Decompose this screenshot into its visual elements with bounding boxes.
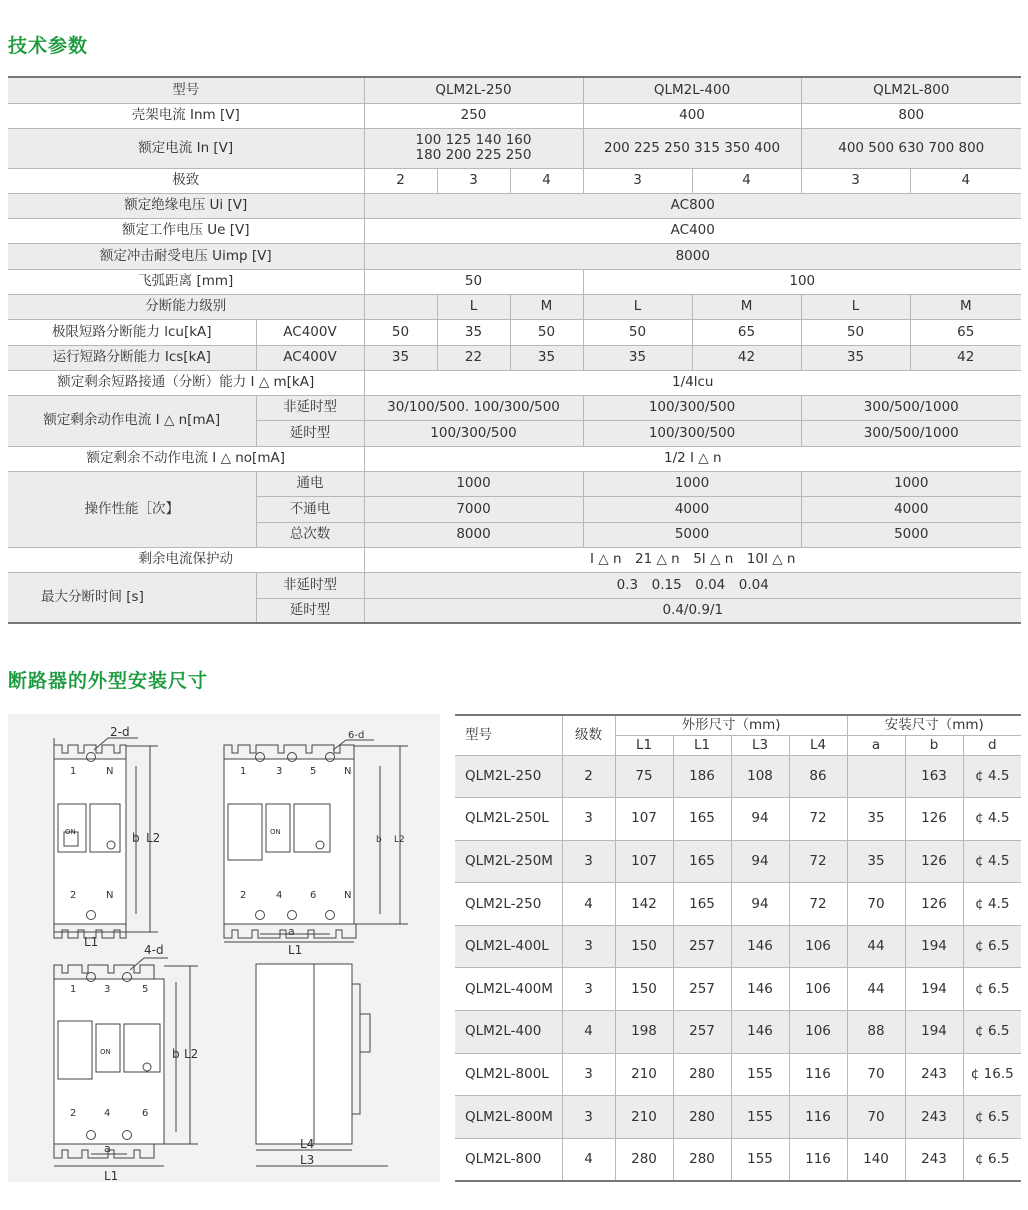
- table-cell: 3: [562, 1096, 615, 1139]
- svg-text:1: 1: [70, 984, 77, 995]
- table-row: [455, 840, 1021, 883]
- table-cell: ¢ 6.5: [963, 1138, 1021, 1181]
- table-cell: 94: [731, 840, 789, 883]
- spec-row-rated: 额定电流 In [V] 100 125 140 160 180 200 225 250 200 225 250 315 350 400 400 500 630 700 800: [8, 128, 1021, 168]
- table-cell: 280: [673, 1138, 731, 1181]
- svg-text:6: 6: [310, 890, 317, 901]
- label-on-c: ON: [100, 1048, 111, 1056]
- table-cell: 155: [731, 1096, 789, 1139]
- table-cell: 44: [847, 968, 905, 1011]
- table-cell: 150: [615, 968, 673, 1011]
- table-cell: 107: [615, 840, 673, 883]
- table-row: [455, 1096, 1021, 1139]
- table-cell: 194: [905, 1011, 963, 1054]
- table-cell: 155: [731, 1053, 789, 1096]
- spec-row-protection: 剩余电流保护动 I △ n 21 △ n 5I △ n 10I △ n: [8, 547, 1021, 572]
- spec-table: [8, 76, 1021, 624]
- table-cell: 165: [673, 883, 731, 926]
- table-cell: 72: [789, 883, 847, 926]
- table-cell: 70: [847, 1096, 905, 1139]
- table-cell: 150: [615, 925, 673, 968]
- svg-text:4: 4: [104, 1108, 111, 1119]
- table-cell: 106: [789, 925, 847, 968]
- spec-row-arc: 飞弧距离 [mm] 50 100: [8, 269, 1021, 294]
- table-cell: 3: [562, 840, 615, 883]
- table-cell: 3: [562, 1053, 615, 1096]
- table-cell: 126: [905, 798, 963, 841]
- spec-row-poles: 极致 2 3 4 3 4 3 4: [8, 168, 1021, 193]
- table-cell: ¢ 4.5: [963, 798, 1021, 841]
- table-cell: 86: [789, 755, 847, 798]
- table-cell: 280: [673, 1096, 731, 1139]
- table-cell: 106: [789, 968, 847, 1011]
- dim-subheader-row: L1 L1 L3 L4 a b d: [455, 735, 1021, 755]
- table-cell: 4: [562, 1011, 615, 1054]
- table-row: [455, 925, 1021, 968]
- table-cell: 243: [905, 1096, 963, 1139]
- table-cell: ¢ 6.5: [963, 1011, 1021, 1054]
- spec-row-model: 型号 QLM2L-250 QLM2L-400 QLM2L-800: [8, 77, 1021, 103]
- table-cell: QLM2L-250L: [455, 798, 562, 841]
- table-cell: 243: [905, 1138, 963, 1181]
- table-cell: 257: [673, 1011, 731, 1054]
- table-cell: 155: [731, 1138, 789, 1181]
- table-cell: 280: [615, 1138, 673, 1181]
- table-row: [455, 883, 1021, 926]
- table-cell: 35: [847, 798, 905, 841]
- spec-row-uimp: 额定冲击耐受电压 Uimp [V] 8000: [8, 243, 1021, 269]
- table-cell: ¢ 4.5: [963, 755, 1021, 798]
- spec-row-residual-op-nondelay: 额定剩余动作电流 I △ n[mA] 非延时型 30/100/500. 100/300/500 100/300/500 300/500/1000: [8, 395, 1021, 420]
- table-cell: 126: [905, 840, 963, 883]
- label-b-b: b: [376, 835, 382, 845]
- spec-row-frame: 壳架电流 Inm [V] 250 400 800: [8, 103, 1021, 128]
- table-cell: 70: [847, 883, 905, 926]
- table-cell: ¢ 6.5: [963, 925, 1021, 968]
- table-cell: 165: [673, 798, 731, 841]
- table-cell: 88: [847, 1011, 905, 1054]
- table-cell: 194: [905, 925, 963, 968]
- spec-row-max-delay: 延时型 0.4/0.9/1: [8, 598, 1021, 623]
- label-on-a: ON: [65, 828, 76, 836]
- spec-row-icu: 极限短路分断能力 lcu[kA] AC400V 50 35 50 50 65 50 65: [8, 319, 1021, 345]
- label-L2-b: L2: [394, 835, 405, 845]
- spec-row-breaking: 分断能力级别 L M L M L M: [8, 294, 1021, 319]
- table-cell: 108: [731, 755, 789, 798]
- table-cell: 116: [789, 1053, 847, 1096]
- table-cell: 4: [562, 1138, 615, 1181]
- dimension-table: [455, 714, 1021, 1182]
- label-on-b: ON: [270, 828, 281, 836]
- breaker-outline-diagram: [8, 714, 440, 1182]
- table-cell: 194: [905, 968, 963, 1011]
- table-cell: 72: [789, 798, 847, 841]
- table-cell: 116: [789, 1096, 847, 1139]
- svg-text:4: 4: [276, 890, 283, 901]
- table-cell: 210: [615, 1096, 673, 1139]
- table-cell: [847, 755, 905, 798]
- svg-text:2: 2: [70, 890, 77, 901]
- label-b-c: b: [172, 1047, 180, 1061]
- table-cell: 106: [789, 1011, 847, 1054]
- table-cell: QLM2L-400: [455, 1011, 562, 1054]
- table-cell: ¢ 4.5: [963, 883, 1021, 926]
- table-cell: 94: [731, 883, 789, 926]
- svg-text:2: 2: [240, 890, 247, 901]
- table-cell: 146: [731, 1011, 789, 1054]
- svg-text:N: N: [106, 890, 114, 901]
- table-cell: 4: [562, 883, 615, 926]
- table-cell: 142: [615, 883, 673, 926]
- table-cell: 72: [789, 840, 847, 883]
- table-cell: QLM2L-250M: [455, 840, 562, 883]
- svg-text:5: 5: [142, 984, 149, 995]
- table-cell: 257: [673, 968, 731, 1011]
- table-cell: 210: [615, 1053, 673, 1096]
- table-cell: QLM2L-400L: [455, 925, 562, 968]
- table-cell: 163: [905, 755, 963, 798]
- spec-row-op-powered: 操作性能［次】 通电 1000 1000 1000: [8, 471, 1021, 496]
- table-cell: QLM2L-400M: [455, 968, 562, 1011]
- label-L2-a: L2: [146, 831, 161, 845]
- label-6d: 6-d: [348, 730, 365, 741]
- table-cell: ¢ 6.5: [963, 1096, 1021, 1139]
- table-cell: 94: [731, 798, 789, 841]
- svg-text:5: 5: [310, 766, 317, 777]
- table-cell: 3: [562, 798, 615, 841]
- table-cell: 165: [673, 840, 731, 883]
- svg-text:1: 1: [240, 766, 247, 777]
- svg-text:N: N: [106, 766, 114, 777]
- label-a-b: a: [288, 925, 295, 938]
- spec-row-residual-op-delay: 延时型 100/300/500 100/300/500 300/500/1000: [8, 420, 1021, 446]
- svg-text:3: 3: [104, 984, 111, 995]
- label-L4: L4: [300, 1137, 315, 1151]
- table-cell: ¢ 4.5: [963, 840, 1021, 883]
- spec-row-ics: 运行短路分断能力 Ics[kA] AC400V 35 22 35 35 42 35 42: [8, 345, 1021, 370]
- table-cell: QLM2L-800: [455, 1138, 562, 1181]
- label-L1-b: L1: [288, 943, 303, 957]
- table-cell: 146: [731, 968, 789, 1011]
- table-row: [455, 798, 1021, 841]
- table-cell: QLM2L-250: [455, 755, 562, 798]
- svg-text:6: 6: [142, 1108, 149, 1119]
- svg-text:N: N: [344, 890, 352, 901]
- table-cell: 3: [562, 968, 615, 1011]
- spec-row-ue: 额定工作电压 Ue [V] AC400: [8, 218, 1021, 243]
- table-cell: 35: [847, 840, 905, 883]
- label-L1-a: L1: [84, 935, 99, 949]
- table-cell: QLM2L-250: [455, 883, 562, 926]
- spec-row-max-nondelay: 最大分断时间 [s] 非延时型 0.3 0.15 0.04 0.04: [8, 572, 1021, 598]
- label-4d: 4-d: [144, 943, 164, 957]
- table-cell: ¢ 6.5: [963, 968, 1021, 1011]
- table-cell: 44: [847, 925, 905, 968]
- dim-header-row: 型号 级数 外形尺寸（mm) 安装尺寸（mm): [455, 715, 1021, 735]
- table-row: [455, 968, 1021, 1011]
- section-title-dimensions: 断路器的外型安装尺寸: [8, 670, 209, 692]
- table-cell: 257: [673, 925, 731, 968]
- table-cell: 146: [731, 925, 789, 968]
- spec-row-residual-make: 额定剩余短路接通（分断）能力 I △ m[kA] 1/4lcu: [8, 370, 1021, 395]
- table-cell: QLM2L-800L: [455, 1053, 562, 1096]
- table-cell: 3: [562, 925, 615, 968]
- label-2d: 2-d: [110, 725, 130, 739]
- table-cell: 198: [615, 1011, 673, 1054]
- svg-text:3: 3: [276, 766, 283, 777]
- spec-row-op-unpowered: 不通电 7000 4000 4000: [8, 496, 1021, 522]
- label-L3: L3: [300, 1153, 315, 1167]
- table-row: [455, 1138, 1021, 1181]
- table-row: [455, 1011, 1021, 1054]
- table-cell: 70: [847, 1053, 905, 1096]
- table-cell: 280: [673, 1053, 731, 1096]
- table-cell: 126: [905, 883, 963, 926]
- svg-text:2: 2: [70, 1108, 77, 1119]
- spec-row-residual-nonop: 额定剩余不动作电流 I △ no[mA] 1/2 I △ n: [8, 446, 1021, 471]
- label-L2-c: L2: [184, 1047, 199, 1061]
- table-cell: 75: [615, 755, 673, 798]
- section-title-tech-params: 技术参数: [8, 35, 89, 57]
- svg-text:N: N: [344, 766, 352, 777]
- table-cell: 2: [562, 755, 615, 798]
- table-cell: 243: [905, 1053, 963, 1096]
- dimension-drawing: [8, 714, 440, 1182]
- label-b-a: b: [132, 831, 140, 845]
- table-cell: 140: [847, 1138, 905, 1181]
- table-row: [455, 1053, 1021, 1096]
- table-cell: ¢ 16.5: [963, 1053, 1021, 1096]
- label-a-c: a: [104, 1142, 111, 1155]
- table-cell: 116: [789, 1138, 847, 1181]
- table-cell: 186: [673, 755, 731, 798]
- spec-row-op-total: 总次数 8000 5000 5000: [8, 522, 1021, 547]
- svg-text:1: 1: [70, 766, 77, 777]
- table-row: [455, 755, 1021, 798]
- spec-row-ui: 额定绝缘电压 Ui [V] AC800: [8, 193, 1021, 218]
- table-cell: 107: [615, 798, 673, 841]
- table-cell: QLM2L-800M: [455, 1096, 562, 1139]
- label-L1-c: L1: [104, 1169, 119, 1182]
